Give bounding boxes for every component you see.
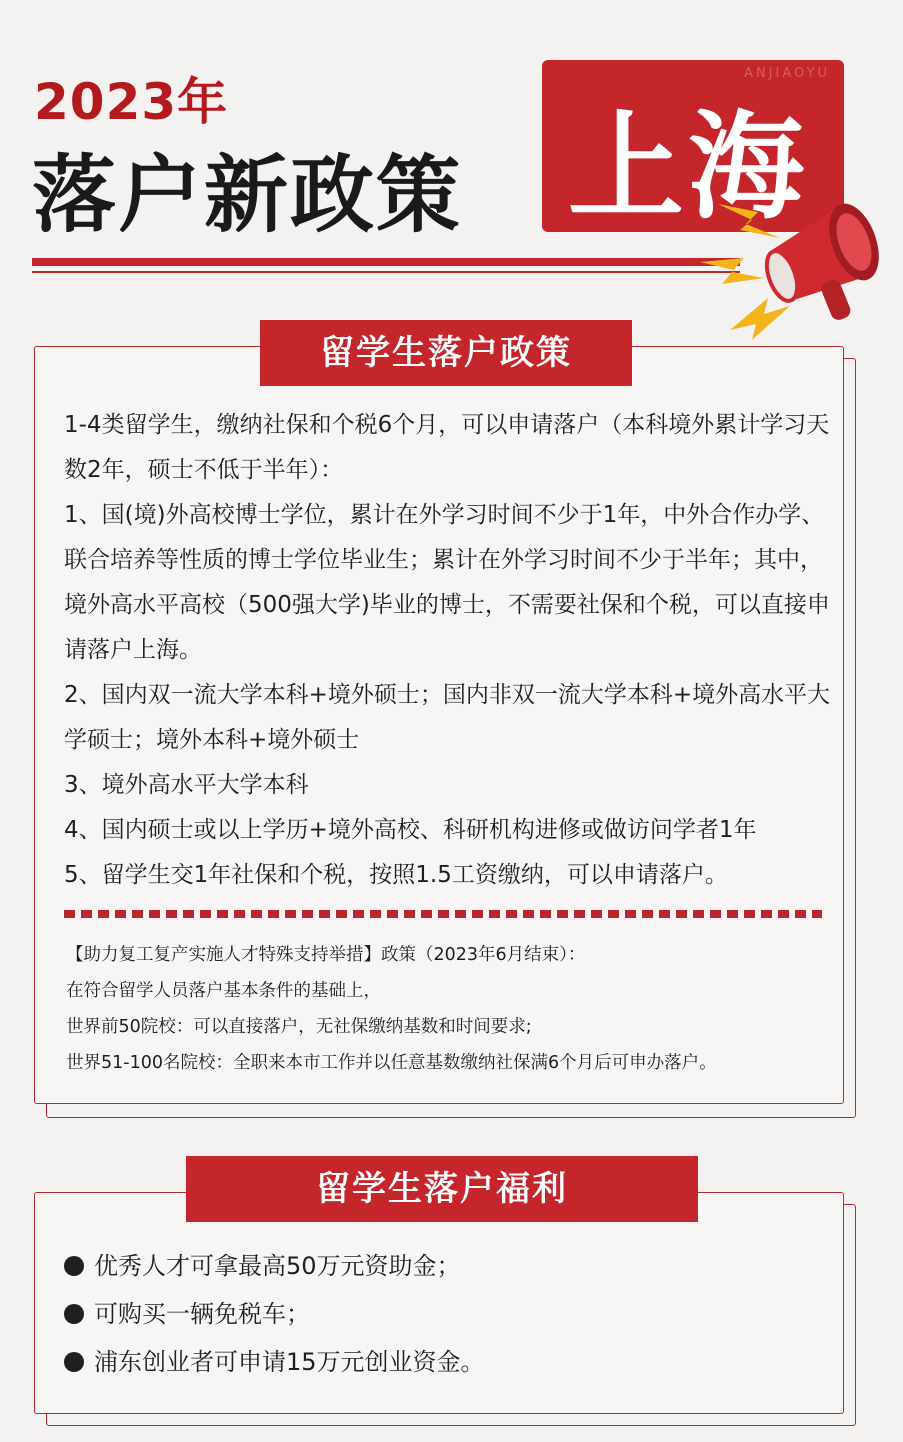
benefits-section-banner: 留学生落户福利 <box>186 1156 698 1222</box>
list-item <box>64 1290 824 1338</box>
policy-item-2: 2、国内双一流大学本科+境外硕士；国内非双一流大学本科+境外高水平大学硕士；境外本科+境外硕士 <box>64 682 831 753</box>
policy-intro: 1-4类留学生，缴纳社保和个税6个月，可以申请落户（本科境外累计学习天数2年，硕士不低于半年）： <box>64 412 830 483</box>
policy-item-5: 5、留学生交1年社保和个税，按照1.5工资缴纳，可以申请落户。 <box>64 862 728 888</box>
list-item <box>64 1338 824 1386</box>
dashed-divider <box>64 910 822 918</box>
notice-line-4: 世界51-100名院校：全职来本市工作并以任意基数缴纳社保满6个月后可申办落户。 <box>66 1053 717 1073</box>
benefits-list <box>64 1242 824 1386</box>
notice-line-3: 世界前50院校：可以直接落户，无社保缴纳基数和时间要求; <box>66 1017 532 1037</box>
special-policy-notice <box>66 937 836 1081</box>
header-year: 2023年 <box>34 73 229 131</box>
policy-item-3: 3、境外高水平大学本科 <box>64 772 309 798</box>
notice-line-2: 在符合留学人员落户基本条件的基础上， <box>66 981 381 1001</box>
city-watermark: ANJIAOYU <box>744 66 830 81</box>
policy-section-banner: 留学生落户政策 <box>260 320 632 386</box>
lightning-icon <box>700 258 764 284</box>
page-title: 落户新政策 <box>32 146 463 244</box>
benefit-text: 浦东创业者可申请15万元创业资金。 <box>94 1348 485 1376</box>
policy-item-4: 4、国内硕士或以上学历+境外高校、科研机构进修或做访问学者1年 <box>64 817 757 843</box>
city-name: 上海 <box>568 100 808 235</box>
megaphone-icon <box>690 180 890 360</box>
list-item <box>64 1242 824 1290</box>
header-divider-thick <box>32 258 740 266</box>
policy-item-1: 1、国(境)外高校博士学位，累计在外学习时间不少于1年，中外合作办学、联合培养等性质的博士学位毕业生；累计在外学习时间不少于半年；其中，境外高水平高校（500强大学)毕业的博士，不需要社保和个税，可以直接申请落户上海。 <box>64 502 830 663</box>
benefit-text: 可购买一辆免税车； <box>94 1300 310 1328</box>
lightning-icon <box>718 204 780 238</box>
policy-body <box>64 403 834 898</box>
benefit-text: 优秀人才可拿最高50万元资助金； <box>94 1252 461 1280</box>
bullet-dot-icon <box>64 1256 84 1276</box>
bullet-dot-icon <box>64 1304 84 1324</box>
lightning-icon <box>730 298 790 340</box>
bullet-dot-icon <box>64 1352 84 1372</box>
notice-line-1: 【助力复工复产实施人才特殊支持举措】政策（2023年6月结束）： <box>66 945 586 965</box>
header-divider-thin <box>32 271 740 273</box>
